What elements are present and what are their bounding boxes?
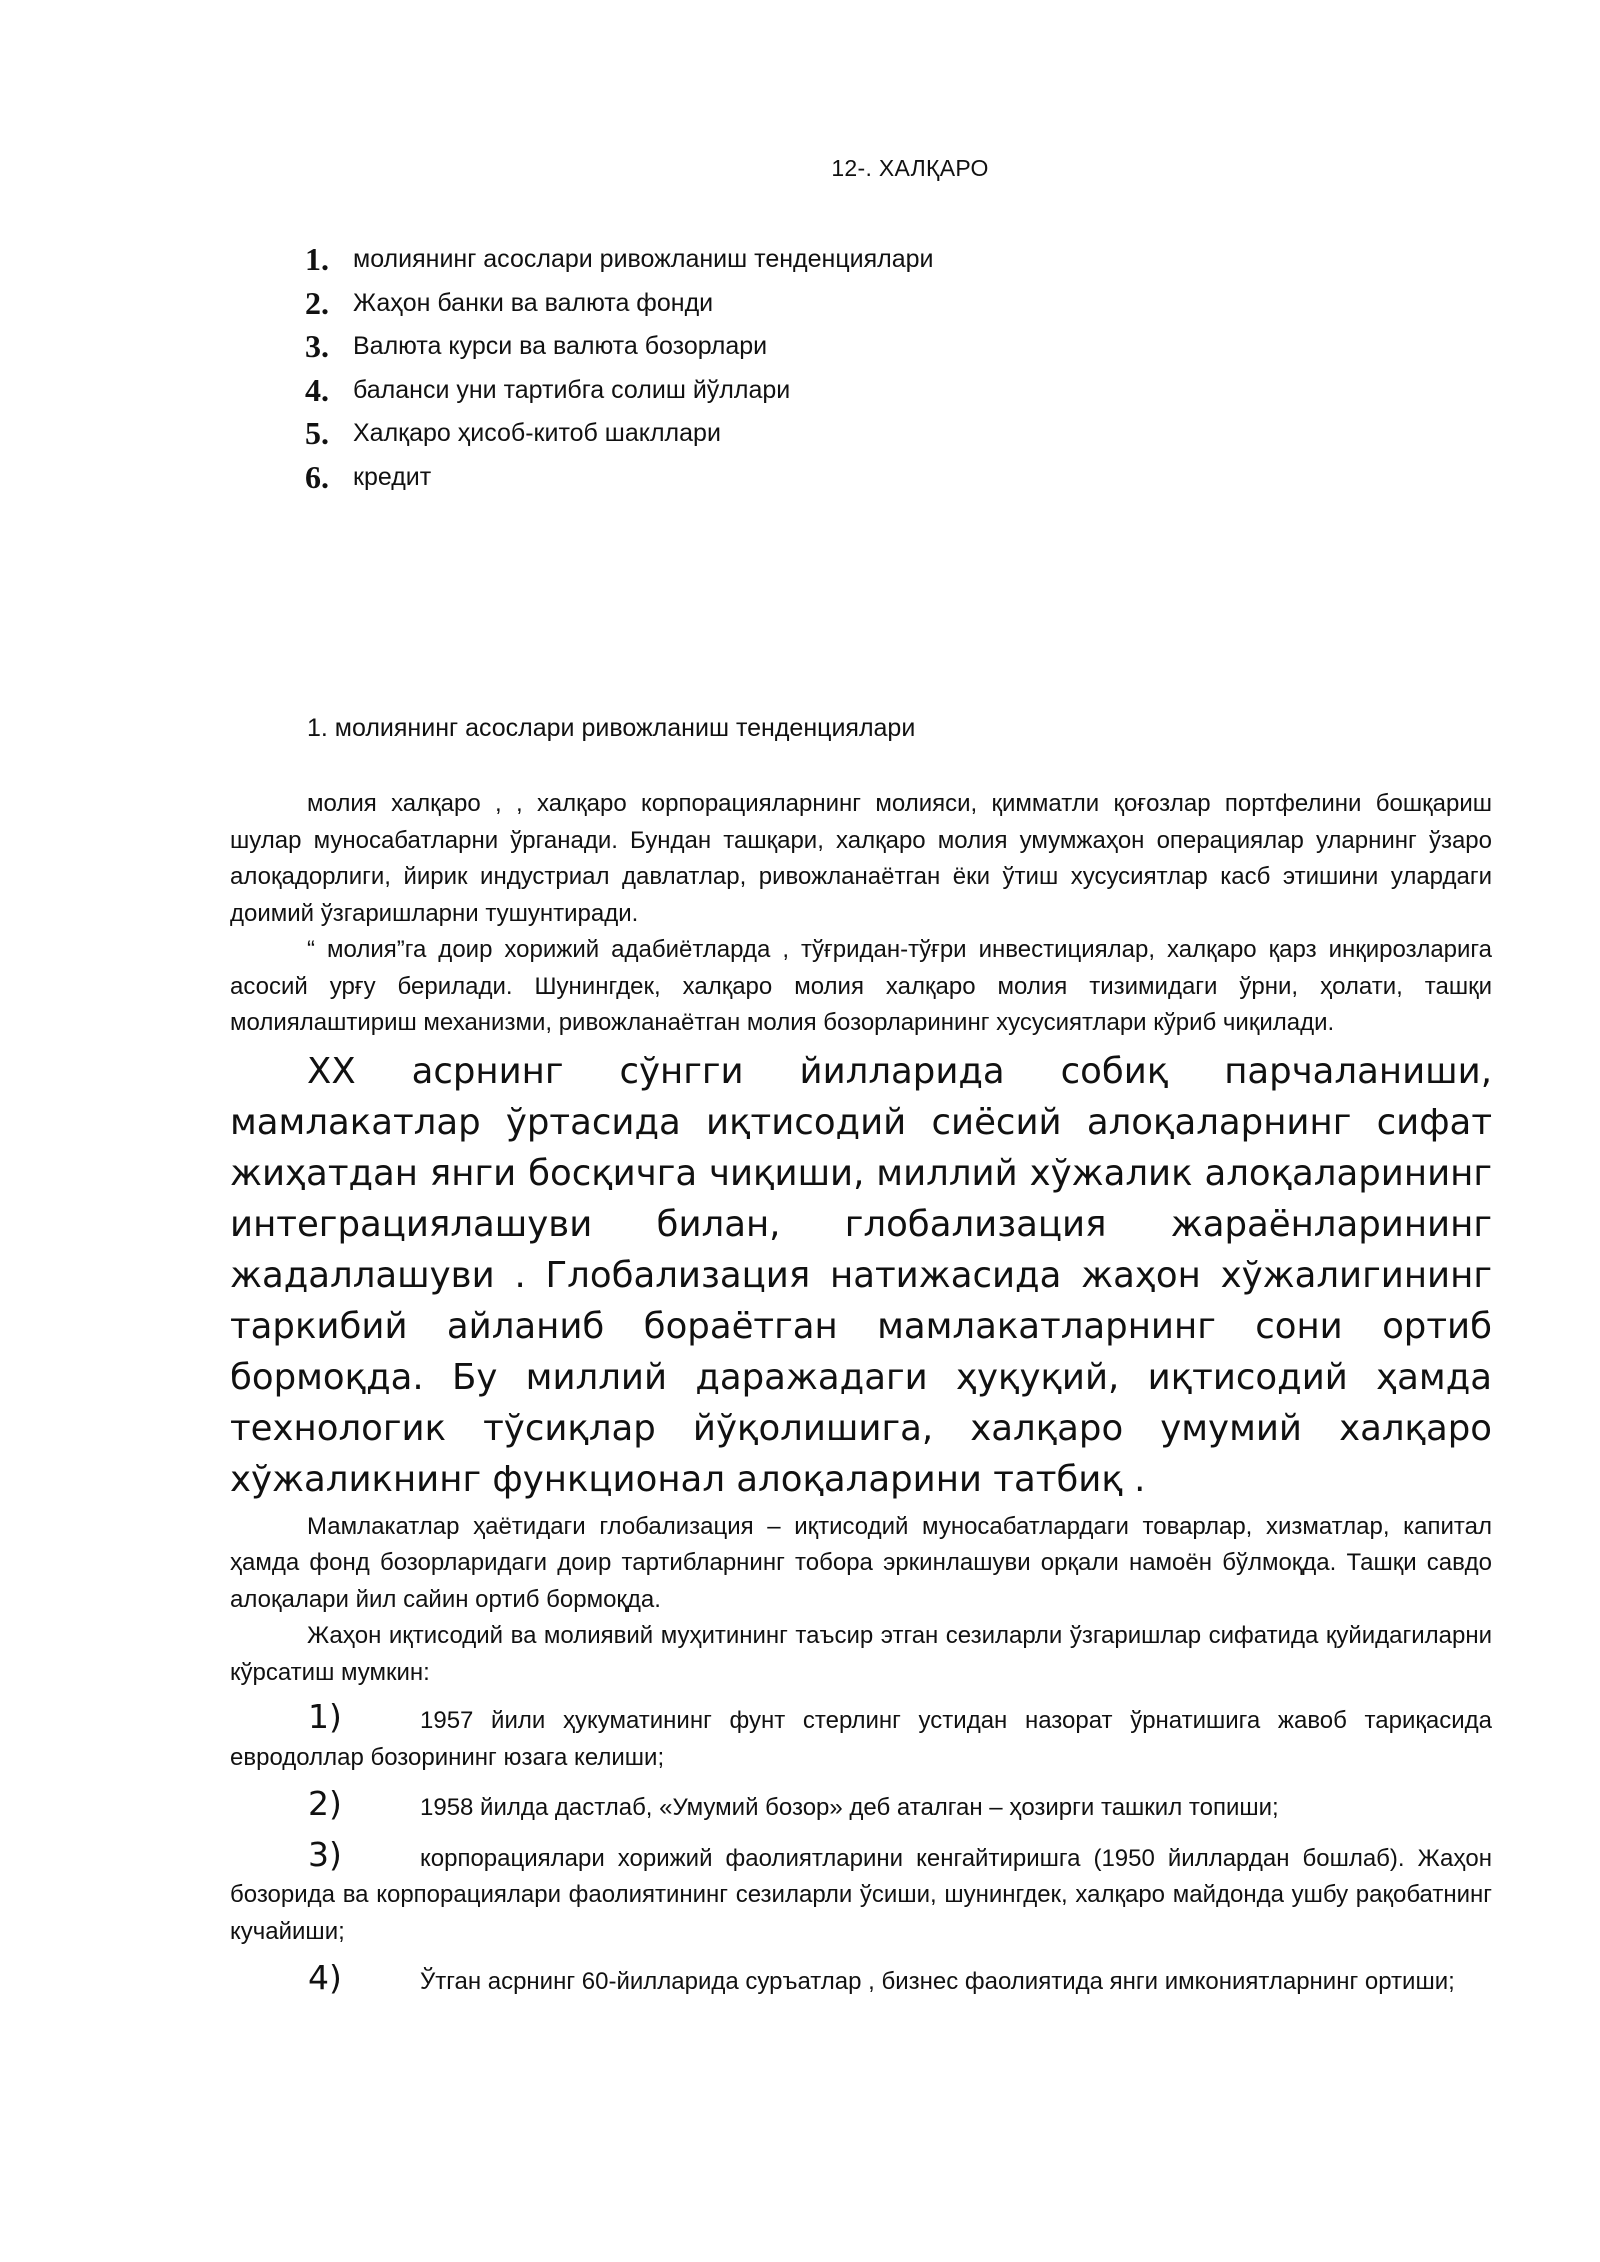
list-item	[230, 1834, 1492, 1951]
list-item-text: корпорациялари хорижий фаолиятларини кенгайтиришга (1950 йиллардан бошлаб). Жаҳон бозорида ва корпорациялари фаолиятининг сезиларли ўсиши, шунингдек, халқаро майдонда ушбу рақобатнинг кучайиши;	[230, 1844, 1492, 1945]
page-title: 12-. ХАЛҚАРО	[831, 155, 989, 181]
toc-item-number: 5.	[305, 415, 329, 452]
paragraph: молия халқаро , , халқаро корпорацияларнинг молияси, қимматли қоғозлар портфелини бошқариш шулар муносабатларни ўрганади. Бундан ташқари, халқаро молия умумжаҳон операциялар уларнинг ўзаро алоқадорлиги, йирик индустриал давлатлар, ривожланаётган ёки ўтиш хусусиятлар касб этишини улардаги доимий ўзгаришларни тушунтиради.	[230, 790, 1492, 927]
toc-item-number: 3.	[305, 328, 329, 365]
toc-item	[305, 282, 1205, 326]
paragraph: “ молия”га доир хорижий адабиётларда , тўғридан-тўғри инвестициялар, халқаро қарз инқирозларига асосий урғу берилади. Шунингдек, халқаро молия халқаро молия тизимидаги ўрни, ҳолати, ташқи молиялаштириш механизми, ривожланаётган молия бозорларининг хусусиятлари кўриб чиқилади.	[230, 936, 1492, 1036]
list-item-text: 1957 йили ҳукуматининг фунт стерлинг устидан назорат ўрнатишига жавоб тариқасида евродоллар бозорининг юзага келиши;	[230, 1707, 1492, 1771]
toc-item-number: 1.	[305, 241, 329, 278]
toc-item-text: Халқаро ҳисоб-китоб шакллари	[353, 419, 721, 448]
toc-item-text: баланси уни тартибга солиш йўллари	[353, 375, 791, 404]
list-item-number: 4)	[308, 1958, 342, 1997]
body-text	[230, 786, 1492, 2001]
toc-item	[305, 412, 1205, 456]
toc-item-text: кредит	[353, 462, 432, 491]
toc-item	[305, 456, 1205, 500]
toc-item-text: молиянинг асослари ривожланиш тенденциялари	[353, 245, 934, 274]
list-item-number: 1)	[308, 1697, 342, 1736]
paragraph: Мамлакатлар ҳаётидаги глобализация – иқтисодий муносабатлардаги товарлар, хизматлар, капитал ҳамда фонд бозорларидаги доир тартибларнинг тобора эркинлашуви орқали намоён бўлмоқда. Ташқи савдо алоқалари йил сайин ортиб бормоқда.	[230, 1512, 1492, 1613]
list-item	[230, 1786, 1492, 1827]
paragraph-large: ХХ асрнинг сўнгги йилларида собиқ парчаланиши, мамлакатлар ўртасида иқтисодий сиёсий алоқаларнинг сифат жиҳатдан янги босқичга чиқиши, миллий хўжалик алоқаларининг интеграциялашуви билан, глобализация жараёнларининг жадаллашуви . Глобализация натижасида жаҳон хўжалигининг таркибий айланиб бораётган мамлакатларнинг сони ортиб бормоқда. Бу миллий даражадаги ҳуқуқий, иқтисодий ҳамда технологик тўсиқлар йўқолишига, халқаро умумий халқаро хўжаликнинг функционал алоқаларини татбиқ .	[230, 1050, 1492, 1500]
toc-item-number: 4.	[305, 371, 329, 408]
toc-item-text: Жаҳон банки ва валюта фонди	[353, 288, 714, 317]
list-item-text: Ўтган асрнинг 60-йилларида суръатлар , бизнес фаолиятида янги имкониятларнинг ортиши;	[420, 1968, 1455, 1995]
toc-item-number: 2.	[305, 284, 329, 321]
toc-item	[305, 369, 1205, 413]
list-item-number: 2)	[308, 1784, 342, 1823]
toc-item-text: Валюта курси ва валюта бозорлари	[353, 332, 768, 361]
list-item	[230, 1699, 1492, 1776]
list-item-text: 1958 йилда дастлаб, «Умумий бозор» деб аталган – ҳозирги ташкил топиши;	[420, 1794, 1279, 1821]
toc-item	[305, 238, 1205, 282]
paragraph: Жаҳон иқтисодий ва молиявий муҳитининг таъсир этган сезиларли ўзгаришлар сифатида қуйидагиларни кўрсатиш мумкин:	[230, 1622, 1492, 1686]
list-item-number: 3)	[308, 1834, 342, 1874]
toc-item-number: 6.	[305, 458, 329, 495]
toc-item	[305, 325, 1205, 369]
table-of-contents	[305, 238, 1205, 499]
list-item	[230, 1960, 1492, 2001]
section-heading: 1. молиянинг асослари ривожланиш тенденциялари	[307, 714, 916, 742]
